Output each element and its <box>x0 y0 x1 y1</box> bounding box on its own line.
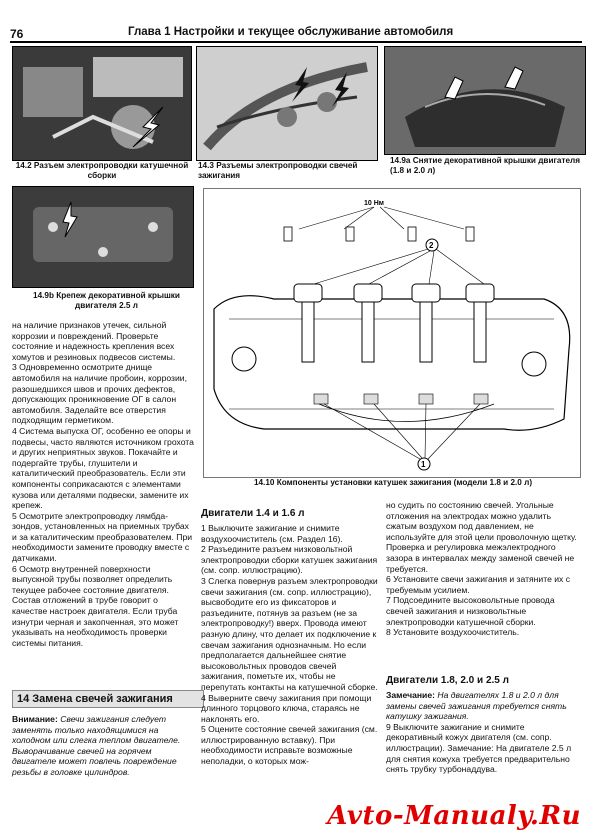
right-paragraph-7: 7 Подсоедините высоковольтные провода свечей зажигания и низковольтные электропроводки катушечной сборки. <box>386 595 555 627</box>
photo-14-9b-image <box>13 187 193 287</box>
page-number: 76 <box>10 27 24 41</box>
chapter-title: Глава 1 Настройки и текущее обслуживание автомобиля <box>128 26 454 38</box>
right-paragraph-8: 8 Установите воздухоочиститель. <box>386 627 520 638</box>
left-paragraph-6: 6 Осмотр внутренней поверхности выпускной трубы позволяет определить текущее рабочее состояние двигателя. Состав отложений в трубе говорит о качестве настроек двигателя. Если труба изнутри черная и закопченная, это может указывать на необходимость проверки системы питания. <box>12 563 179 648</box>
mid-paragraph-2: 2 Разъедините разъем низковольтной электропроводки сборки катушек зажигания (см. сопр. иллюстрацию). <box>201 544 378 576</box>
photo-14-9a-image <box>385 47 585 154</box>
right-column <box>386 500 582 638</box>
middle-column <box>201 523 378 767</box>
mid-heading: Двигатели 1.4 и 1.6 л <box>201 508 305 519</box>
photo-14-2 <box>12 46 192 161</box>
diagram-callout-1: 1 <box>421 460 426 469</box>
right-note-1 <box>386 690 582 722</box>
caption-14-9b: 14.9b Крепеж декоративной крышки двигателя 2.5 л <box>33 291 180 310</box>
caption-14-10: 14.10 Компоненты установки катушек зажигания (модели 1.8 и 2.0 л) <box>253 478 533 487</box>
watermark: Avto-Manualy.Ru <box>327 801 581 831</box>
section-heading-14: 14 Замена свечей зажигания <box>12 690 204 708</box>
right-paragraph-6: 6 Установите свечи зажигания и затяните их с требуемым усилием. <box>386 574 571 595</box>
left-column <box>12 320 194 648</box>
diagram-14-10 <box>203 188 581 478</box>
warning-text: Свечи зажигания следует заменять только находящимися на холодном или слегка теплом двигателе. Выворачивание свечей на горячем двигателе может повлечь повреждение резьбы в головке цилиндров. <box>12 714 181 777</box>
left-paragraph-0: на наличие признаков утечек, сильной коррозии и повреждений. Проверьте состояние и надежность крепления всех хомутов и резиновых подвесов системы. <box>12 320 176 362</box>
photo-14-9b <box>12 186 194 288</box>
header-rule <box>10 41 582 43</box>
right-paragraph-9: 9 Выключите зажигание и снимите декоративный кожух двигателя (см. сопр. иллюстрации). Замечание: На двигателе 2.5 л для снятия кожуха требуется предварительно снять трубку турбонаддува. <box>386 721 572 775</box>
right-heading: Двигатели 1.8, 2.0 и 2.5 л <box>386 675 509 686</box>
warning-block <box>12 714 196 778</box>
left-paragraph-5: 5 Осмотрите электропроводку лямбда-зондов, установленных на приемных трубах и за каталитическим преобразователем. При необходимости замените проводку вместе с датчиками. <box>12 510 193 564</box>
diagram-torque-label: 10 Нм <box>364 200 384 207</box>
mid-paragraph-5: 5 Оцените состояние свечей зажигания (см. иллюстрированную вставку). При необходимости исправьте возможные неполадки, о которых мож- <box>201 724 378 767</box>
caption-14-2: 14.2 Разъем электропроводки катушечной сборки <box>15 161 189 180</box>
left-paragraph-3: 3 Одновременно осмотрите днище автомобиля на наличие пробоин, коррозии, разошедшихся швов и прочих дефектов, допускающих проникновение ОГ в салон автомобиля. Заделайте все отверстия подходящим герметиком. <box>12 362 187 426</box>
note-label: Замечание: <box>386 690 435 700</box>
note-text: На двигателях 1.8 и 2.0 л для замены свечей зажигания требуется снять катушку зажигания. <box>386 690 567 722</box>
warning-label: Внимание: <box>12 714 58 724</box>
mid-paragraph-4: 4 Выверните свечу зажигания при помощи длинного торцового ключа, стараясь не наклонять его. <box>201 692 372 724</box>
photo-14-9a <box>384 46 586 155</box>
diagram-callout-2: 2 <box>429 241 434 250</box>
left-paragraph-4: 4 Система выпуска ОГ, особенно ее опоры и подвесы, часто являются источником грохота и других неприятных звуков. Покачайте и подергайте трубы, глушители и каталитический преобразователь. Если эти компоненты соприкасаются с элементами кузова или деталями подвески, замените их крепеж. <box>12 425 194 511</box>
right-notes <box>386 690 582 775</box>
photo-14-3 <box>196 46 378 161</box>
caption-14-9a: 14.9а Снятие декоративной крышки двигателя (1.8 и 2.0 л) <box>390 156 580 175</box>
photo-14-2-image <box>13 47 191 160</box>
right-paragraph-0: но судить по состоянию свечей. Угольные отложения на электродах можно удалить сжатым воздухом под давлением, не используйте для этой цели проволочную щетку. Проверка и регулировка межэлектродного зазора в интервалах между заменой свечей не требуется. <box>386 500 577 574</box>
photo-14-3-image <box>197 47 377 160</box>
mid-paragraph-1: 1 Выключите зажигание и снимите воздухоочиститель (см. Раздел 16). <box>201 523 343 544</box>
ignition-coil-diagram <box>204 189 580 477</box>
caption-14-3: 14.3 Разъемы электропроводки свечей зажигания <box>198 161 358 180</box>
mid-paragraph-3: 3 Слегка повернув разъем электропроводки свечи зажигания (см. сопр. иллюстрацию), высвободите его из фиксаторов и разъедините, потянув за разъем (не за электропроводку!) вверх. Провода имеют разную длину, что делает их подключение к свечам зажигания однозначным. Но если предполагается дальнейшее снятие высоковольтных проводов свечей зажигания, пометьте их, чтобы не перепутать контакты на катушечной сборке. <box>201 575 378 692</box>
